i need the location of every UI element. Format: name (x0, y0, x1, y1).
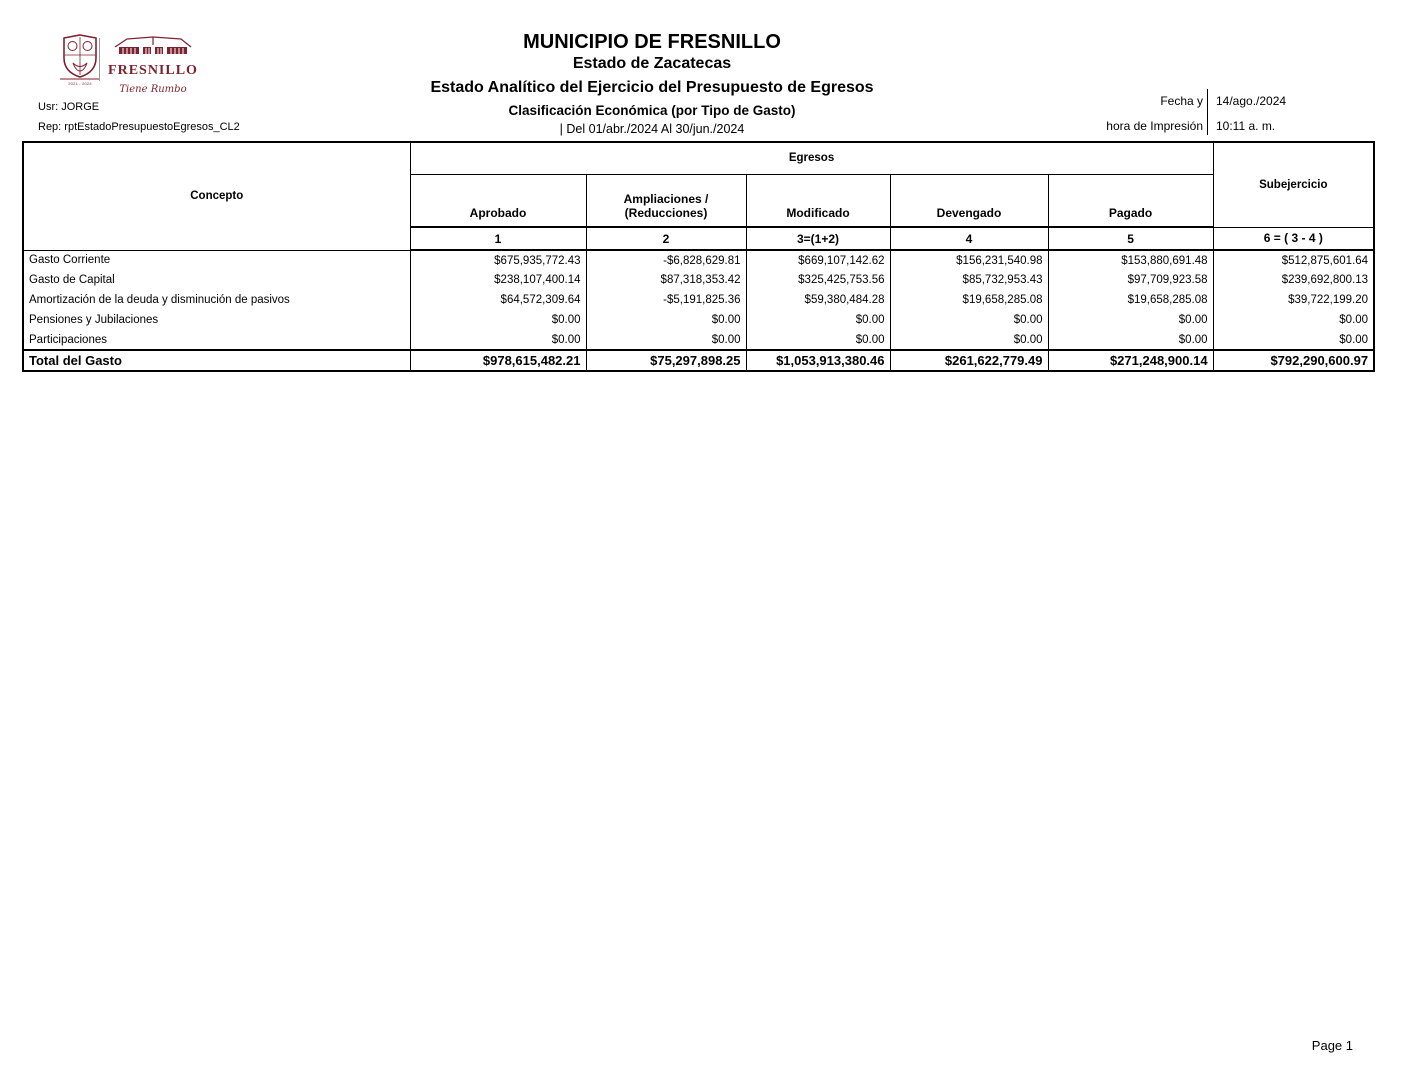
column-header-concepto: Concepto (23, 142, 410, 250)
column-number-3: 3=(1+2) (746, 227, 890, 250)
column-header-modificado: Modificado (746, 174, 890, 227)
cell-pagado: $19,658,285.08 (1048, 290, 1213, 310)
column-number-1: 1 (410, 227, 586, 250)
group-header-egresos: Egresos (410, 142, 1213, 174)
total-cell-ampliaciones: $75,297,898.25 (586, 350, 746, 371)
cell-modificado: $669,107,142.62 (746, 250, 890, 270)
row-label: Gasto de Capital (23, 270, 410, 290)
print-time-value: 10:11 a. m. (1216, 119, 1276, 133)
cell-devengado: $156,231,540.98 (890, 250, 1048, 270)
cell-ampliaciones: $0.00 (586, 310, 746, 330)
table-row (23, 290, 1374, 310)
cell-devengado: $85,732,953.43 (890, 270, 1048, 290)
column-header-subejercicio: Subejercicio (1213, 142, 1374, 227)
total-cell-devengado: $261,622,779.49 (890, 350, 1048, 371)
column-number-6: 6 = ( 3 - 4 ) (1213, 227, 1374, 250)
cell-aprobado: $0.00 (410, 330, 586, 350)
table-row (23, 310, 1374, 330)
cell-ampliaciones: -$5,191,825.36 (586, 290, 746, 310)
table-row (23, 330, 1374, 350)
logo-divider (99, 38, 100, 81)
cell-aprobado: $0.00 (410, 310, 586, 330)
total-cell-aprobado: $978,615,482.21 (410, 350, 586, 371)
row-label: Pensiones y Jubilaciones (23, 310, 410, 330)
cell-subejercicio: $239,692,800.13 (1213, 270, 1374, 290)
page-number: Page 1 (1311, 1038, 1353, 1053)
budget-table (22, 141, 1375, 372)
cell-devengado: $0.00 (890, 330, 1048, 350)
print-date-value: 14/ago./2024 (1216, 94, 1287, 108)
row-label: Gasto Corriente (23, 250, 410, 270)
city-tagline: Tiene Rumbo (119, 84, 187, 95)
print-date-label-line2: hora de Impresión (1106, 119, 1203, 133)
column-number-2: 2 (586, 227, 746, 250)
column-header-aprobado: Aprobado (410, 174, 586, 227)
total-cell-pagado: $271,248,900.14 (1048, 350, 1213, 371)
column-number-5: 5 (1048, 227, 1213, 250)
cell-modificado: $59,380,484.28 (746, 290, 890, 310)
report-subtitle: Estado Analítico del Ejercicio del Presupuesto de Egresos (430, 79, 874, 96)
cell-devengado: $19,658,285.08 (890, 290, 1048, 310)
cell-modificado: $0.00 (746, 330, 890, 350)
row-label: Amortización de la deuda y disminución de pasivos (23, 290, 410, 310)
cell-pagado: $97,709,923.58 (1048, 270, 1213, 290)
column-header-pagado: Pagado (1048, 174, 1213, 227)
table-row (23, 250, 1374, 270)
cell-subejercicio: $0.00 (1213, 310, 1374, 330)
city-name: FRESNILLO (108, 63, 198, 78)
cell-modificado: $0.00 (746, 310, 890, 330)
total-cell-modificado: $1,053,913,380.46 (746, 350, 890, 371)
print-date-label-line1: Fecha y (1160, 94, 1203, 108)
cell-pagado: $153,880,691.48 (1048, 250, 1213, 270)
total-cell-subejercicio: $792,290,600.97 (1213, 350, 1374, 371)
report-line: Rep: rptEstadoPresupuestoEgresos_CL2 (38, 121, 240, 133)
cell-ampliaciones: $0.00 (586, 330, 746, 350)
row-label: Participaciones (23, 330, 410, 350)
state-subtitle: Estado de Zacatecas (572, 55, 732, 72)
cell-devengado: $0.00 (890, 310, 1048, 330)
municipal-crest-icon (61, 33, 99, 84)
cell-pagado: $0.00 (1048, 330, 1213, 350)
print-info-divider (1207, 89, 1208, 135)
column-header-ampliaciones: Ampliaciones / (Reducciones) (586, 174, 746, 227)
cell-subejercicio: $39,722,199.20 (1213, 290, 1374, 310)
cell-subejercicio: $0.00 (1213, 330, 1374, 350)
arcade-building-icon (111, 35, 195, 61)
cell-ampliaciones: -$6,828,629.81 (586, 250, 746, 270)
cell-aprobado: $64,572,309.64 (410, 290, 586, 310)
table-total-row (23, 350, 1374, 371)
total-label: Total del Gasto (23, 350, 410, 371)
classification-subtitle: Clasificación Económica (por Tipo de Gasto) (508, 103, 796, 118)
cell-subejercicio: $512,875,601.64 (1213, 250, 1374, 270)
table-header-group-row (23, 142, 1374, 174)
cell-aprobado: $675,935,772.43 (410, 250, 586, 270)
cell-ampliaciones: $87,318,353.42 (586, 270, 746, 290)
column-number-4: 4 (890, 227, 1048, 250)
page-title: MUNICIPIO DE FRESNILLO (523, 31, 781, 53)
column-header-devengado: Devengado (890, 174, 1048, 227)
user-line: Usr: JORGE (38, 101, 100, 113)
crest-years: 2021 - 2024 (57, 78, 103, 86)
table-row (23, 270, 1374, 290)
cell-pagado: $0.00 (1048, 310, 1213, 330)
cell-modificado: $325,425,753.56 (746, 270, 890, 290)
fresnillo-logo (107, 35, 199, 97)
period-line: | Del 01/abr./2024 Al 30/jun./2024 (559, 122, 745, 136)
cell-aprobado: $238,107,400.14 (410, 270, 586, 290)
